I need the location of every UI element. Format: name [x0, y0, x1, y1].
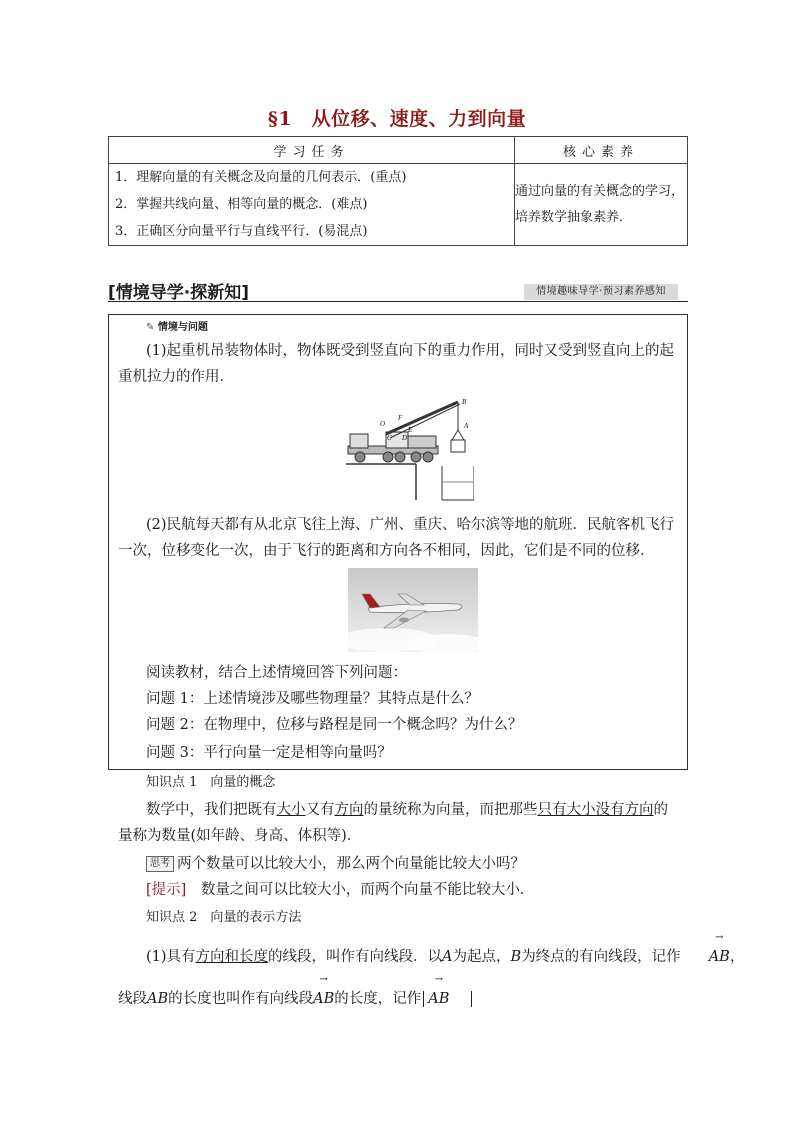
airplane-photo	[348, 568, 478, 652]
crane-label-o: O	[380, 420, 386, 428]
read-instruction: 阅读教材，结合上述情境回答下列问题：	[146, 665, 407, 681]
question-3: 问题 3：平行向量一定是相等向量吗？	[146, 745, 392, 761]
think-answer: [提示] 数量之间可以比较大小，而两个向量不能比较大小．	[146, 882, 535, 898]
vector-ab-magnitude: → AB	[428, 986, 449, 1012]
knowledge-point-1-text: 数学中，我们把既有大小又有方向的量统称为向量，而把那些只有大小没有方向的量称为数量(如年龄、身高、体积等)．	[118, 802, 668, 844]
crane-label-e: E	[408, 426, 413, 434]
knowledge-point-2-heading: 知识点 2 向量的表示方法	[146, 910, 302, 925]
header-core-literacy: 核心素养	[515, 137, 688, 164]
crane-illustration	[346, 394, 474, 504]
header-learning-tasks: 学习任务	[109, 137, 515, 164]
task-item-1: 1．理解向量的有关概念及向量的几何表示．(重点)	[115, 170, 407, 185]
scenario-paragraph-1: (1)起重机吊装物体时，物体既受到竖直向下的重力作用，同时又受到竖直向上的起重机拉力的作用．	[118, 343, 675, 385]
scenario-label: ✎ 情境与问题	[146, 322, 208, 333]
crane-label-f: F	[398, 414, 403, 422]
core-literacy-text: 通过向量的有关概念的学习，培养数学抽象素养．	[515, 164, 688, 246]
think-badge: 思考	[146, 856, 174, 872]
question-1: 问题 1：上述情境涉及哪些物理量？其特点是什么？	[146, 691, 479, 707]
question-2: 问题 2：在物理中，位移与路程是同一个概念吗？为什么？	[146, 717, 523, 733]
knowledge-point-2-line-2: 线段AB的长度也叫作有向线段→ AB的长度，记作→ AB	[118, 986, 472, 1012]
pencil-icon: ✎	[146, 322, 155, 333]
crane-label-a: A	[464, 422, 469, 430]
knowledge-point-2-line-1: (1)具有方向和长度的线段，叫作有向线段．以A为起点，B为终点的有向线段，记作→ AB，	[118, 944, 686, 970]
learning-objectives-table	[108, 136, 688, 246]
section-heading: [情境导学·探新知]	[108, 283, 249, 303]
vector-ab: → AB	[681, 944, 730, 970]
section-divider	[108, 301, 688, 302]
think-question: 思考 两个数量可以比较大小，那么两个向量能比较大小吗？	[146, 851, 525, 877]
tip-label: [提示]	[146, 882, 187, 898]
task-item-2: 2．掌握共线向量、相等向量的概念．(难点)	[115, 197, 368, 212]
crane-label-b: B	[462, 398, 467, 406]
page-title: §1 从位移、速度、力到向量	[267, 108, 527, 130]
vector-ab-2: → AB	[313, 986, 334, 1012]
section-tag: 情境趣味导学·预习素养感知	[524, 284, 678, 300]
scenario-paragraph-2: (2)民航每天都有从北京飞往上海、广州、重庆、哈尔滨等地的航班．民航客机飞行一次，位移变化一次，由于飞行的距离和方向各不相同，因此，它们是不同的位移．	[118, 517, 675, 559]
knowledge-point-1-heading: 知识点 1 向量的概念	[146, 775, 276, 790]
task-item-3: 3．正确区分向量平行与直线平行．(易混点)	[115, 224, 368, 239]
crane-label-c: C	[387, 434, 392, 442]
crane-label-d: D	[402, 434, 408, 442]
